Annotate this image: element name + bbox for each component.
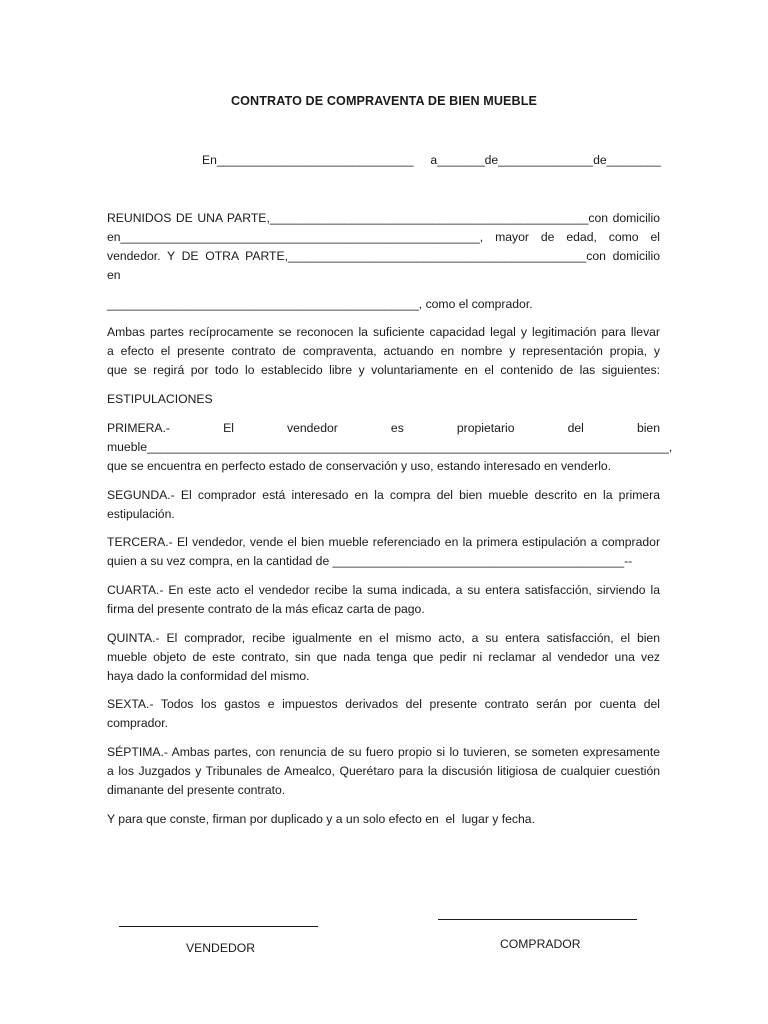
- parties-line-1: REUNIDOS DE UNA PARTE,_______________________________________________con domicilio: [107, 211, 660, 225]
- buyer-signature-line: [438, 919, 637, 920]
- cuarta-line-1: CUARTA.- En este acto el vendedor recibe la suma indicada, a su entera satisfacción, sirviendo la: [107, 583, 660, 597]
- septima-line-2: a los Juzgados y Tribunales de Amealco, Querétaro para la discusión litigiosa de cualquier cuestión: [107, 764, 660, 778]
- intro-line-1: Ambas partes recíprocamente se reconocen la suficiente capacidad legal y legitimación para llevar: [107, 325, 660, 339]
- septima-line-3: dimanante del presente contrato.: [107, 783, 286, 797]
- place-date-line: En_____________________________ a_______de______________de________: [202, 153, 661, 167]
- parties-line-4: en: [107, 268, 121, 282]
- intro-line-3: que se regirá por todo lo establecido libre y voluntariamente en el contenido de las siguientes:: [107, 363, 660, 377]
- buyer-label: COMPRADOR: [500, 937, 581, 951]
- tercera-line-1: TERCERA.- El vendedor, vende el bien mueble referenciado en la primera estipulación a comprador: [107, 535, 660, 549]
- tercera-line-2: quien a su vez compra, en la cantidad de ___________________________________________--: [107, 554, 633, 568]
- primera-line-1: PRIMERA.- El vendedor es propietario del bien: [107, 421, 660, 435]
- sexta-line-2: comprador.: [107, 716, 168, 730]
- parties-line-2: en_____________________________________________________, mayor de edad, como el: [107, 230, 660, 244]
- segunda-line-1: SEGUNDA.- El comprador está interesado en la compra del bien mueble descrito en la primera: [107, 488, 660, 502]
- cuarta-line-2: firma del presente contrato de la más eficaz carta de pago.: [107, 602, 425, 616]
- sexta-line-1: SEXTA.- Todos los gastos e impuestos derivados del presente contrato serán por cuenta del: [107, 697, 660, 711]
- primera-line-3: que se encuentra en perfecto estado de conservación y uso, estando interesado en venderlo.: [107, 459, 612, 473]
- parties-line-5: ______________________________________________, como el comprador.: [107, 297, 533, 311]
- intro-line-2: a efecto el presente contrato de compraventa, actuando en nombre y representación propia, y: [107, 344, 660, 358]
- primera-line-2: mueble_____________________________________________________________________________,: [107, 440, 673, 454]
- quinta-line-1: QUINTA.- El comprador, recibe igualmente en el mismo acto, a su entera satisfacción, el bien: [107, 631, 660, 645]
- closing-line: Y para que conste, firman por duplicado y a un solo efecto en el lugar y fecha.: [107, 812, 535, 826]
- quinta-line-3: haya dado la conformidad del mismo.: [107, 669, 310, 683]
- stipulations-heading: ESTIPULACIONES: [107, 392, 213, 406]
- septima-line-1: SÉPTIMA.- Ambas partes, con renuncia de su fuero propio si lo tuvieren, se someten expresamente: [107, 745, 660, 759]
- seller-signature-line: [119, 926, 318, 927]
- parties-line-3: vendedor. Y DE OTRA PARTE,____________________________________________con domicilio: [107, 249, 660, 263]
- quinta-line-2: mueble objeto de este contrato, sin que nada tenga que pedir ni reclamar al vendedor una vez: [107, 650, 660, 664]
- document-title: CONTRATO DE COMPRAVENTA DE BIEN MUEBLE: [230, 94, 538, 108]
- seller-label: VENDEDOR: [186, 941, 256, 955]
- segunda-line-2: estipulación.: [107, 507, 175, 521]
